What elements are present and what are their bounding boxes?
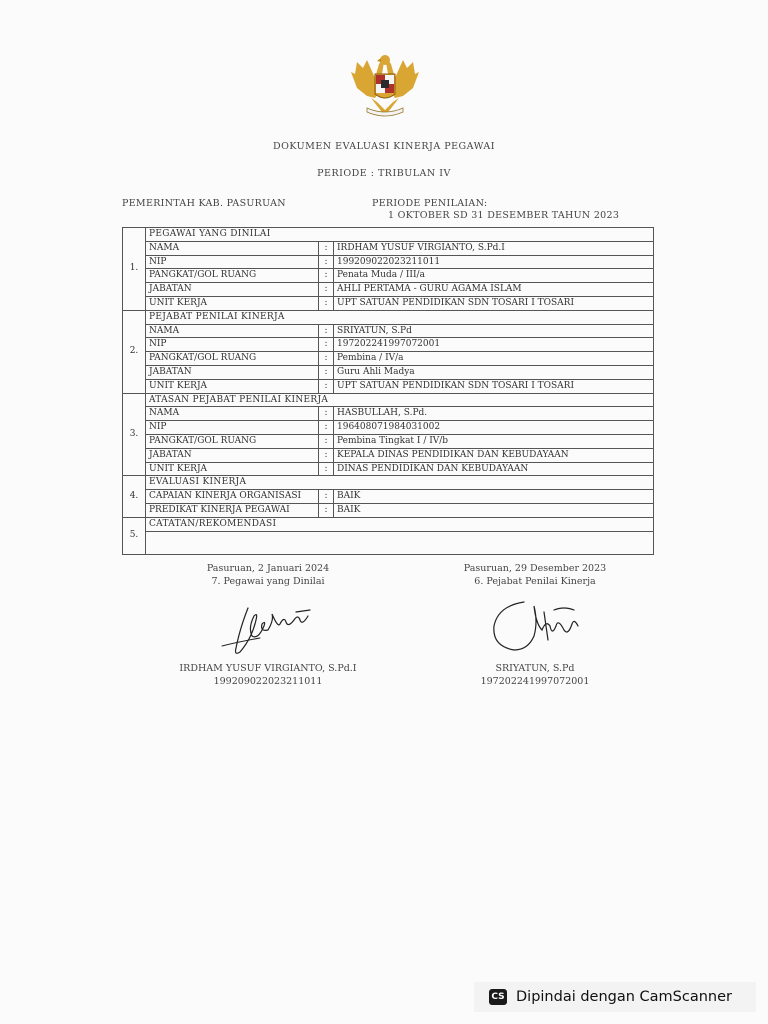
field-label: JABATAN — [146, 365, 319, 379]
colon: : — [319, 324, 334, 338]
signer-nip: 197202241997072001 — [480, 676, 590, 687]
section-number: 1. — [123, 228, 146, 311]
notes-cell — [146, 531, 654, 554]
field-label: CAPAIAN KINERJA ORGANISASI — [146, 490, 319, 504]
table-row — [123, 352, 654, 366]
signature-place-date: Pasuruan, 2 Januari 2024 — [206, 563, 330, 574]
signer-name: IRDHAM YUSUF VIRGIANTO, S.Pd.I — [179, 663, 357, 674]
field-label: NIP — [146, 338, 319, 352]
table-row — [123, 324, 654, 338]
table-row — [123, 241, 654, 255]
table-row — [123, 462, 654, 476]
document-title: DOKUMEN EVALUASI KINERJA PEGAWAI — [272, 141, 496, 152]
garuda-emblem-icon — [347, 48, 423, 124]
signature-place-date: Pasuruan, 29 Desember 2023 — [463, 563, 607, 574]
field-label: JABATAN — [146, 283, 319, 297]
field-value: BAIK — [334, 503, 654, 517]
section-header-row — [123, 476, 654, 490]
section-header-row — [123, 228, 654, 242]
section-title: EVALUASI KINERJA — [146, 476, 654, 490]
assessment-period-label: PERIODE PENILAIAN: — [372, 198, 488, 209]
camscanner-text: Dipindai dengan CamScanner — [516, 989, 733, 1005]
field-value: HASBULLAH, S.Pd. — [334, 407, 654, 421]
colon: : — [319, 365, 334, 379]
section-title: CATATAN/REKOMENDASI — [146, 517, 654, 531]
table-row — [123, 269, 654, 283]
field-value: KEPALA DINAS PENDIDIKAN DAN KEBUDAYAAN — [334, 448, 654, 462]
section-number: 2. — [123, 310, 146, 393]
colon: : — [319, 379, 334, 393]
field-value: 199209022023211011 — [334, 255, 654, 269]
section-header-row — [123, 393, 654, 407]
signature-block-assessor — [430, 562, 640, 588]
field-value: DINAS PENDIDIKAN DAN KEBUDAYAAN — [334, 462, 654, 476]
assessment-period-value: 1 OKTOBER SD 31 DESEMBER TAHUN 2023 — [388, 210, 620, 221]
signature-role: 6. Pejabat Penilai Kinerja — [474, 576, 596, 587]
table-row — [123, 434, 654, 448]
field-label: PREDIKAT KINERJA PEGAWAI — [146, 503, 319, 517]
field-value: BAIK — [334, 490, 654, 504]
field-value: UPT SATUAN PENDIDIKAN SDN TOSARI I TOSARI — [334, 296, 654, 310]
field-label: NAMA — [146, 241, 319, 255]
field-value: 196408071984031002 — [334, 421, 654, 435]
colon: : — [319, 462, 334, 476]
colon: : — [319, 407, 334, 421]
signature-block-employee — [163, 562, 373, 588]
field-label: UNIT KERJA — [146, 296, 319, 310]
table-row — [123, 448, 654, 462]
colon: : — [319, 448, 334, 462]
field-label: NAMA — [146, 324, 319, 338]
colon: : — [319, 255, 334, 269]
section-title: PEGAWAI YANG DINILAI — [146, 228, 654, 242]
camscanner-watermark — [474, 982, 756, 1012]
table-row — [123, 283, 654, 297]
field-value: Penata Muda / III/a — [334, 269, 654, 283]
colon: : — [319, 503, 334, 517]
field-label: NIP — [146, 255, 319, 269]
document-period: PERIODE : TRIBULAN IV — [317, 168, 451, 179]
field-label: NAMA — [146, 407, 319, 421]
colon: : — [319, 352, 334, 366]
table-row — [123, 296, 654, 310]
table-row — [123, 407, 654, 421]
section-number: 4. — [123, 476, 146, 517]
section-number: 3. — [123, 393, 146, 476]
notes-row — [123, 531, 654, 554]
table-row — [123, 365, 654, 379]
field-label: UNIT KERJA — [146, 462, 319, 476]
colon: : — [319, 490, 334, 504]
colon: : — [319, 241, 334, 255]
table-row — [123, 421, 654, 435]
handwritten-signature-icon — [218, 598, 330, 660]
field-value: IRDHAM YUSUF VIRGIANTO, S.Pd.I — [334, 241, 654, 255]
section-title: PEJABAT PENILAI KINERJA — [146, 310, 654, 324]
field-value: UPT SATUAN PENDIDIKAN SDN TOSARI I TOSARI — [334, 379, 654, 393]
table-row — [123, 503, 654, 517]
field-label: PANGKAT/GOL RUANG — [146, 352, 319, 366]
section-title: ATASAN PEJABAT PENILAI KINERJA — [146, 393, 654, 407]
table-row — [123, 255, 654, 269]
government-name: PEMERINTAH KAB. PASURUAN — [122, 198, 286, 209]
signature-role: 7. Pegawai yang Dinilai — [211, 576, 325, 587]
section-number: 5. — [123, 517, 146, 554]
colon: : — [319, 296, 334, 310]
table-row — [123, 338, 654, 352]
field-value: Guru Ahli Madya — [334, 365, 654, 379]
field-value: AHLI PERTAMA - GURU AGAMA ISLAM — [334, 283, 654, 297]
signer-name-block-assessor — [430, 662, 640, 688]
field-label: PANGKAT/GOL RUANG — [146, 434, 319, 448]
field-value: Pembina Tingkat I / IV/b — [334, 434, 654, 448]
section-header-row — [123, 517, 654, 531]
colon: : — [319, 434, 334, 448]
colon: : — [319, 338, 334, 352]
evaluation-table — [122, 227, 654, 555]
field-value: 197202241997072001 — [334, 338, 654, 352]
camscanner-logo-icon: CS — [489, 989, 507, 1005]
signer-nip: 199209022023211011 — [213, 676, 323, 687]
signer-name: SRIYATUN, S.Pd — [495, 663, 575, 674]
field-label: PANGKAT/GOL RUANG — [146, 269, 319, 283]
colon: : — [319, 283, 334, 297]
colon: : — [319, 269, 334, 283]
handwritten-signature-icon — [484, 596, 594, 658]
field-label: JABATAN — [146, 448, 319, 462]
field-value: Pembina / IV/a — [334, 352, 654, 366]
section-header-row — [123, 310, 654, 324]
field-label: UNIT KERJA — [146, 379, 319, 393]
colon: : — [319, 421, 334, 435]
field-value: SRIYATUN, S.Pd — [334, 324, 654, 338]
table-row — [123, 490, 654, 504]
table-row — [123, 379, 654, 393]
field-label: NIP — [146, 421, 319, 435]
signer-name-block-employee — [163, 662, 373, 688]
